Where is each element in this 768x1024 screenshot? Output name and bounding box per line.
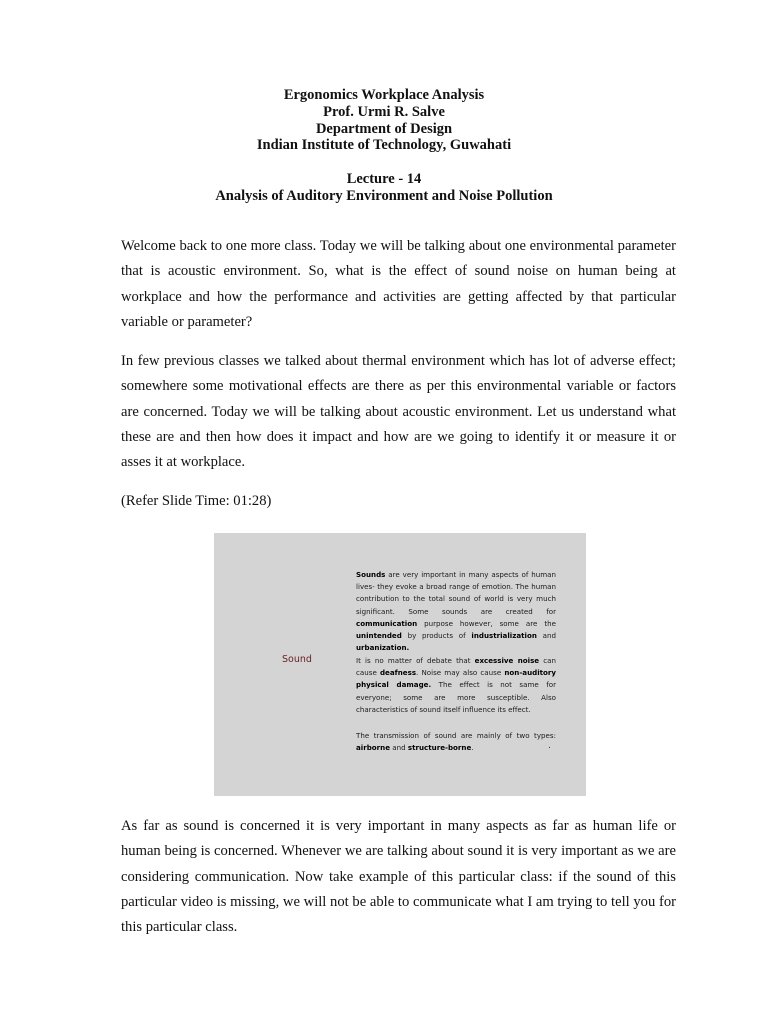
slide-time-reference: (Refer Slide Time: 01:28) [121, 493, 272, 509]
slide-bold-text: structure-borne [407, 743, 472, 753]
slide-text-block-1 [356, 569, 556, 654]
slide-bold-text: airborne [356, 743, 391, 753]
institute-name: Indian Institute of Technology, Guwahati [256, 137, 512, 154]
slide-text: purpose however, some are the [417, 618, 556, 628]
slide-text: The effect is not same for everyone; some are more susceptible. Also characteristics of sound itself influence its effect. [356, 680, 556, 714]
slide-text-block-2 [356, 655, 556, 716]
slide-bold-text: deafness [379, 668, 417, 678]
slide-text: can cause [356, 656, 557, 678]
professor-name: Prof. Urmi R. Salve [323, 103, 445, 120]
slide-text: and [390, 743, 408, 753]
body-paragraph-2: In few previous classes we talked about thermal environment which has lot of adverse effect; somewhere some motivational effects are there as per this environmental variable or factors are concerned. Today we will be talking about acoustic environment. Let us understand what these are and then how does it impact and how are we going to identify it or measure it or asses it at workplace. [121, 353, 676, 471]
document-header [0, 87, 768, 154]
body-paragraph-3: As far as sound is concerned it is very important in many aspects as far as human life or human being is concerned. Whenever we are talking about sound it is very important as we are considering communication. Now take example of this particular class: if the sound of this particular video is missing, we will not be able to communicate what I am trying to tell you for this particular class. [121, 818, 676, 936]
slide-dot-mark: . [548, 741, 551, 751]
slide-text: are very important in many aspects of human lives- they evoke a broad range of emotion. The human contribution to the total sound of world is very much significant. Some sounds are created for [356, 570, 556, 616]
slide-bold-text: Sounds [356, 570, 386, 579]
slide-bold-text: industrialization [471, 631, 537, 641]
slide-text: by products of [401, 631, 472, 641]
slide-text-block-3 [356, 730, 556, 754]
course-title: Ergonomics Workplace Analysis [283, 87, 485, 103]
slide-text: . [471, 743, 474, 753]
slide-bold-text: urbanization. [356, 643, 410, 653]
slide-bold-text: non-auditory physical damage. [356, 668, 557, 690]
department-name: Department of Design [315, 120, 453, 137]
body-paragraph-1: Welcome back to one more class. Today we will be talking about one environmental parameter that is acoustic environment. So, what is the effect of sound noise on human being at workplace and how the performance and activities are getting affected by that particular variable or parameter? [121, 238, 676, 330]
slide-bold-text: communication [356, 618, 418, 628]
slide-text: The transmission of sound are mainly of two types: [356, 731, 556, 740]
slide-bold-text: unintended [356, 631, 402, 641]
slide-text: and [536, 631, 556, 641]
slide-text: . Noise may also cause [416, 668, 505, 678]
lecture-title: Analysis of Auditory Environment and Noise Pollution [215, 188, 553, 204]
slide-bold-text: excessive noise [474, 656, 540, 665]
slide-text: It is no matter of debate that [356, 656, 475, 665]
lecture-slide-image [214, 533, 586, 796]
lecture-number: Lecture - 14 [346, 171, 422, 187]
lecture-heading [0, 171, 768, 205]
slide-title: Sound [282, 654, 312, 665]
